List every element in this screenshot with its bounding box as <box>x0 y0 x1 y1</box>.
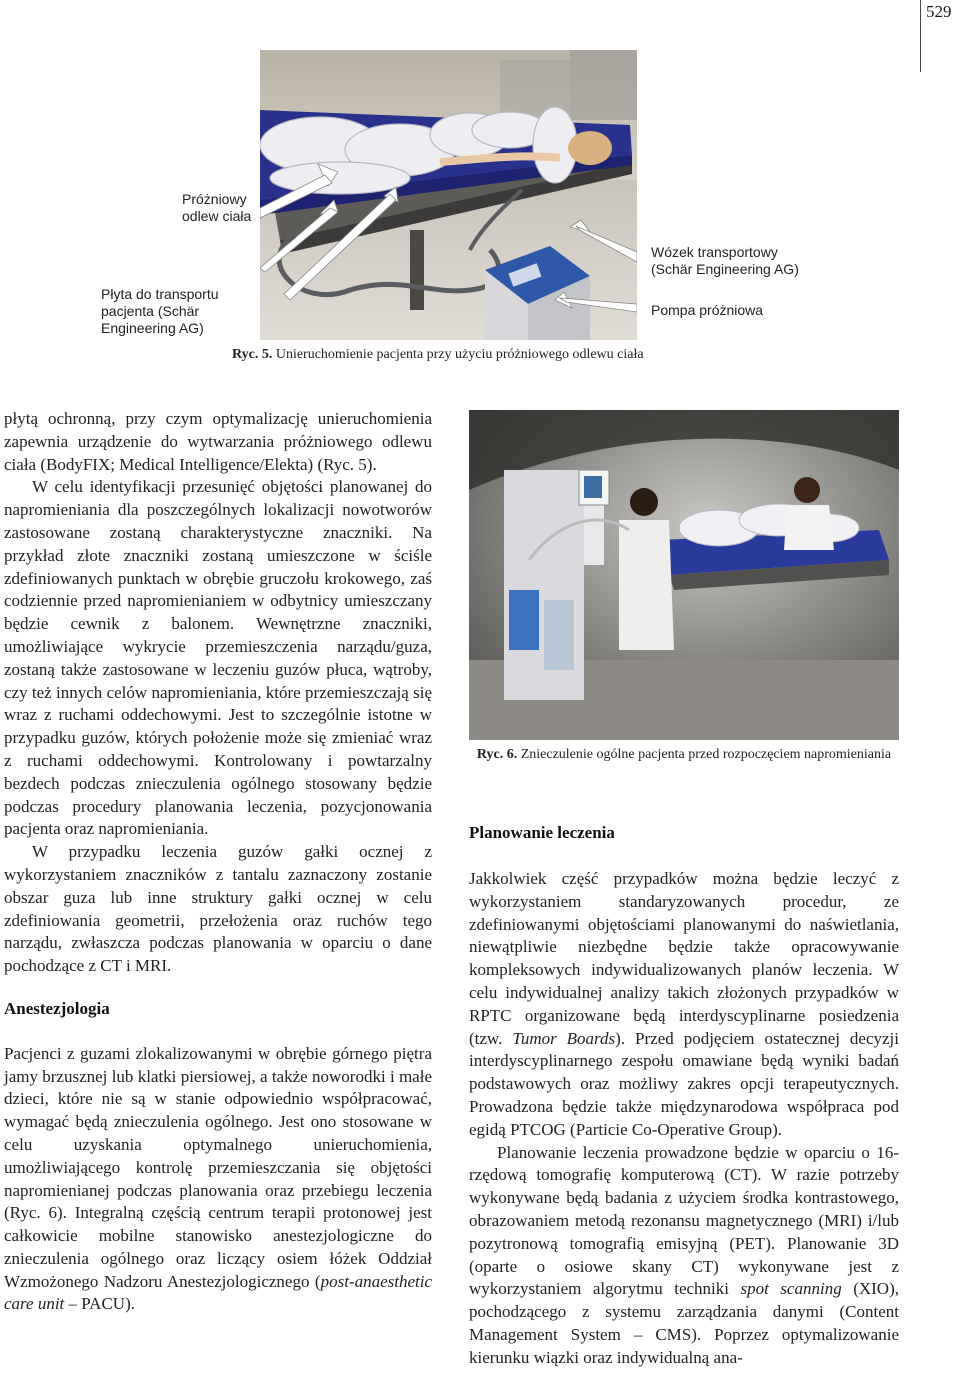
right-paragraph-2 <box>469 1142 899 1370</box>
left-column <box>4 408 432 1316</box>
left-paragraph-4-end: – PACU). <box>64 1294 135 1314</box>
left-paragraph-4-italic: post-anaesthetic care unit <box>4 1271 432 1314</box>
figure-5-caption <box>232 346 712 364</box>
left-paragraph-3: W przypadku leczenia guzów gałki ocznej z wykorzystaniem znaczników z tantalu zaznaczony zostanie obszar guza lub inne struktury gałki ocznej w celu zdefiniowania geometrii, przełożenia oraz ruchów tego narządu, zwłaszcza podczas planowania w oparciu o dane pochodzące z CT i MRI. <box>4 842 432 976</box>
left-paragraph-4 <box>4 1043 432 1317</box>
right-paragraph-1-end: ). Przed podjęciem ostatecznej decyzji interdyscyplinarnego zespołu omawiane będą wyniki badań podstawowych oraz możliwy zakres opcji terapeutycznych. Prowadzona będzie także międzynarodowa współpraca pod egidą PTCOG (Particie Co-Operative Group). <box>469 1028 899 1139</box>
right-paragraph-1 <box>469 868 899 1142</box>
page-number: 529 <box>926 2 952 21</box>
section-heading-treatment-planning: Planowanie leczenia <box>469 823 615 842</box>
left-paragraph-1: płytą ochronną, przy czym optymalizację unieruchomienia zapewnia urządzenie do wytwarzania próżniowego odlewu ciała (BodyFIX; Medical Intelligence/Elekta) (Ryc. 5). <box>4 409 432 474</box>
label-vacuum-pump: Pompa próżniowa <box>651 302 764 318</box>
label-vacuum-cast: Próżniowy odlew ciała <box>182 191 252 224</box>
right-paragraph-1-italic: Tumor Boards <box>512 1028 616 1048</box>
figure-6-photo <box>469 410 899 740</box>
figure-5-illustration <box>260 50 637 340</box>
right-paragraph-2-text: Planowanie leczenia prowadzone będzie w oparciu o 16-rzędową tomografię komputerową (CT). W razie potrzeby wykonywane będą badania z użyciem środka kontrastowego, obrazowaniem metodą rezonansu magnetycznego (MRI) i/lub pozytronową tomografią emisyjną (PET). Planowanie 3D (oparte o osiowe skany CT) wykonywane jest z wykorzystaniem algorytmu techniki <box>469 1142 899 1299</box>
figure-6-caption <box>469 746 899 764</box>
right-column <box>469 868 899 1370</box>
right-paragraph-2-italic: spot scanning <box>740 1279 842 1299</box>
figure-5-caption-label: Ryc. 5. <box>232 347 273 362</box>
right-paragraph-2-end: (XIO), pochodzącego z systemu zarządzania danymi (Content Management System – CMS). Poprzez optymalizowanie kierunku wiązki oraz indywidualną ana- <box>469 1279 899 1367</box>
figure-6-caption-label: Ryc. 6. <box>476 747 518 762</box>
figure-6-illustration <box>469 410 899 740</box>
page-number-divider <box>920 0 921 72</box>
left-paragraph-4-text: Pacjenci z guzami zlokalizowanymi w obrębie górnego piętra jamy brzusznej lub klatki piersiowej, a także noworodki i małe dzieci, które nie są w stanie odpowiednio współpracować, wymagać będą znieczulenia ogólnego. Jest ono stosowane w celu uzyskania optymalnego unieruchomienia, umożliwiającego kontrolę przemieszczania się objętości napromienianej podczas planowania oraz przebiegu leczenia (Ryc. 6). Integralną częścią centrum terapii protonowej jest całkowicie mobilne stanowisko anestezjologiczne do znieczulenia ogólnego oraz liczący osiem łóżek Oddział Wzmożonego Nadzoru Anestezjologicznego ( <box>4 1043 432 1291</box>
right-paragraph-1-text: Jakkolwiek część przypadków można będzie leczyć z wykorzystaniem standaryzowanych procedur, ze zdefiniowanymi objętościami planowanymi do naświetlania, niewątpliwie niezbędne będzie także opracowywanie kompleksowych indywidualizowanych planów leczenia. W celu indywidualnej analizy takich złożonych przypadków w RPTC organizowane będą interdyscyplinarne posiedzenia (tzw. <box>469 869 899 1048</box>
label-transport-trolley: Wózek transportowy (Schär Engineering AG) <box>651 244 799 277</box>
figure-5-photo <box>260 50 637 340</box>
figure-6-caption-text: Znieczulenie ogólne pacjenta przed rozpoczęciem napromieniania <box>517 747 892 762</box>
left-paragraph-2: W celu identyfikacji przesunięć objętości planowanej do napromieniania dla poszczególnych lokalizacji nowotworów zastosowane zostaną charakterystyczne znaczniki. Na przykład złote znaczniki zostaną umieszczone w ściśle zdefiniowanych punktach w obrębie gruczołu krokowego, zaś codziennie przed napromienianiem w odbytnicy umieszczany będzie cewnik z balonem. Wewnętrzne znaczniki, umożliwiające wykrycie przemieszczenia narządu/guza, zostaną także zastosowane w leczeniu guzów płuca, wątroby, czy też innych celów napromieniania, które przemieszczają się wraz z ruchami oddechowymi. Jest to szczególnie istotne w przypadku guzów, których położenie może się zmieniać wraz z ruchami oddechowymi. Kontrolowany i powtarzalny bezdech podczas znieczulenia ogólnego stosowany będzie podczas procedury planowania leczenia, pozycjonowania pacjenta oraz napromieniania. <box>4 477 432 839</box>
figure-5-caption-text: Unieruchomienie pacjenta przy użyciu próżniowego odlewu ciała <box>272 347 644 362</box>
section-heading-anesthesiology: Anestezjologia <box>4 998 110 1018</box>
label-transport-plate: Płyta do transportu pacjenta (Schär Engineering AG) <box>101 286 219 336</box>
